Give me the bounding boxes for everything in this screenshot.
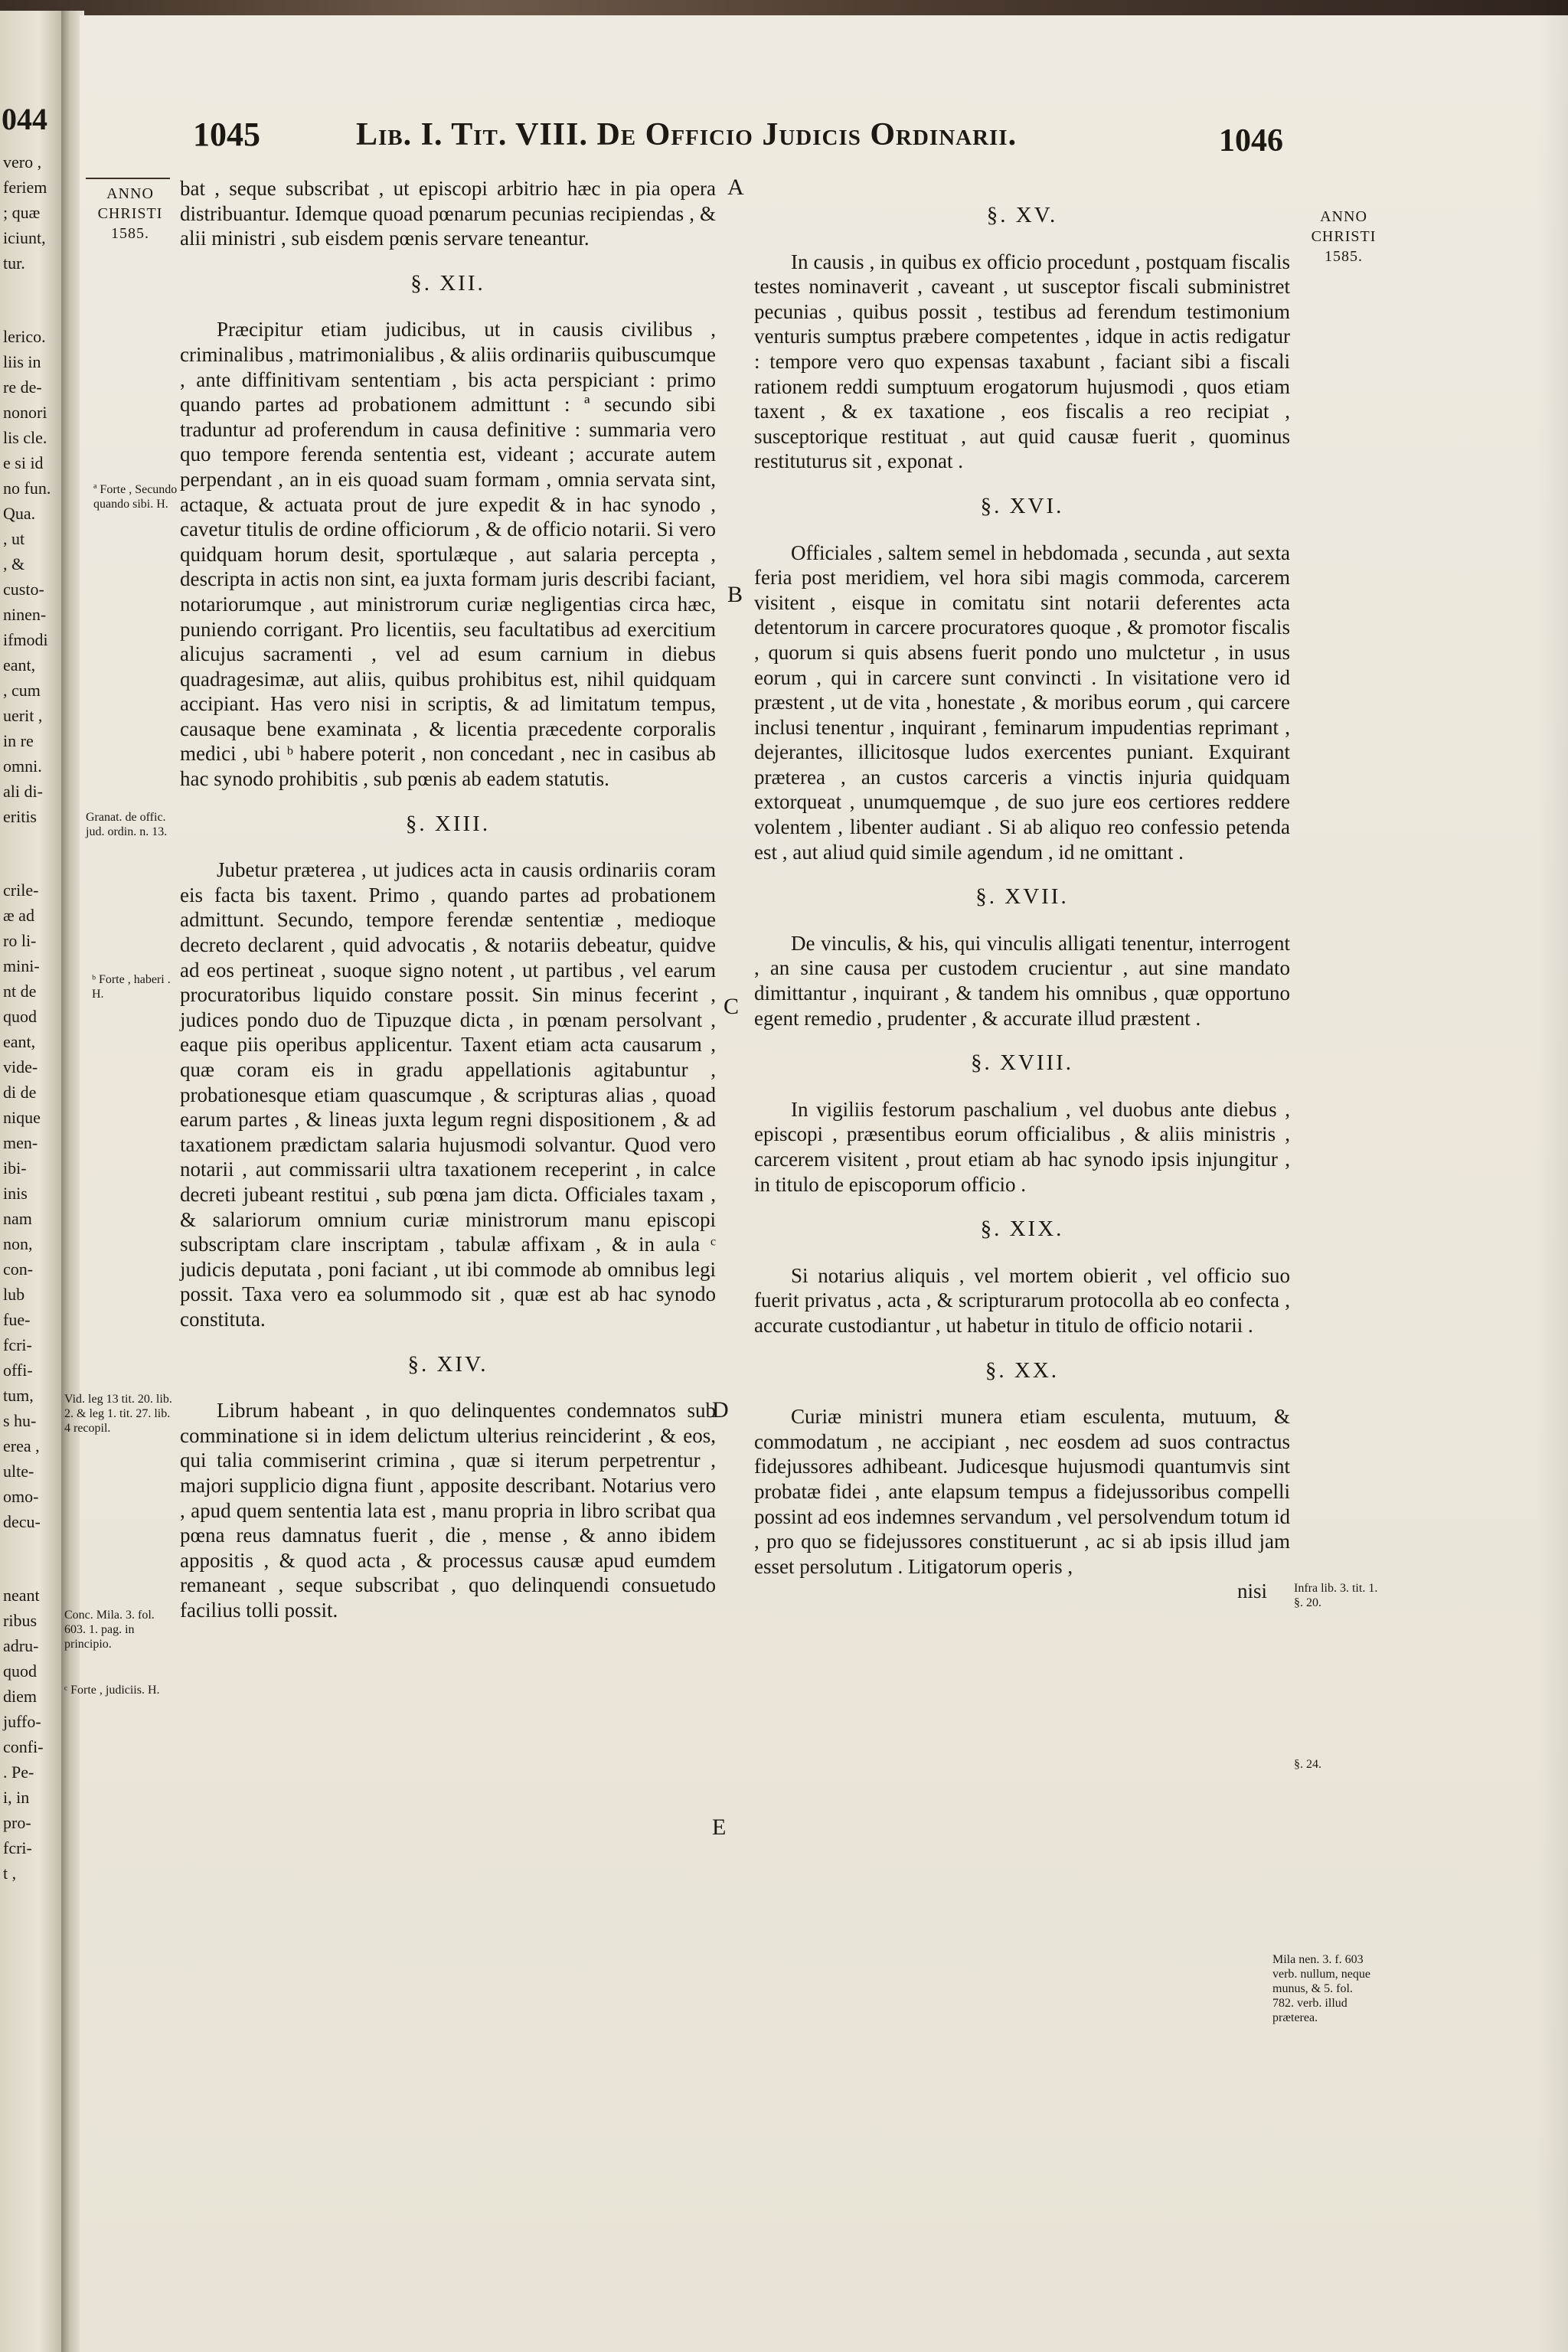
facing-page-fragment: t ,: [3, 1864, 17, 1883]
section-letter-c: C: [724, 994, 740, 1019]
section-paragraph: Officiales , saltem semel in hebdomada , secunda , aut sexta feria post meridiem, vel hora sibi magis commoda, carcerem visitent , eisque in comitatu sint notarii deferentes acta detentorum in carcere procuratores quoque , & promotor fiscalis , quorum si quis absens fuerit pondo uno mulctetur , in usus eorum , qui in carcere sunt convincti . In visitatione vero id præstent , ut de vita , honestate , & moribus eorum , qui carcere inclusi tenentur , inquirant , feminarum impudentias reprimant , dejerantes, illicitosque ludos exercentes puniant. Exquirant præterea , an custos carceris a vinctis injuria quidquam extorqueat , unumquemque , de suo jure eos certiores reddere volentem , libenter audiant . Si ab aliquo reo confessio petenda est , aut aliud quid simile agendum , id ne omittant .: [754, 541, 1290, 864]
facing-page-fragment: liis in: [3, 352, 41, 371]
facing-page-fragment: fue-: [3, 1310, 31, 1329]
margin-note-b: ᵇ Forte , haberi . H.: [92, 973, 171, 1001]
facing-page-number: 044: [2, 102, 47, 136]
section-heading: §. XII.: [410, 270, 485, 296]
facing-page-fragment: no fun.: [3, 479, 51, 498]
christi-label: CHRISTI: [97, 205, 163, 222]
facing-page-fragment: tur.: [3, 253, 25, 273]
section-paragraph: Præcipitur etiam judicibus, ut in causis civilibus , criminalibus , matrimonialibus , & aliis ordinariis quibuscumque , ante diffinitivam sententiam , bis acta perspiciant : primo quando partes ad probationem admittunt : ª secundo sibi traduntur ad proferendum in causa definitive : summaria vero quo tempore ferenda sententia est, videant ; accurate autem perpendant , an in eis quoad suam formam , omnia servata sint, actaque, & actuata prout de jure expedit & in hac synodo , cavetur titulis de ordine officiorum , & de officio notarii. Si vero quidquam horum desit, sportulæque , aut salaria percepta , descripta in actis non sint, ea juxta formam juris describi faciant, notariorumque , aut ministrorum curiæ negligentias circa hæc, puniendo corrigant. Pro licentiis, seu facultatibus ad exercitium alicujus sacramenti , vel ad esum carnium in diebus quadragesimæ, aut aliis, quibus prohibitus est, nihil quidquam accipiant. Has vero nisi in scriptis, & ad limitatum tempus, causaque bene examinata , & licentia præcedente corporalis medici , ubi ᵇ habere poterit , non concedant , nec in casibus ab hac synodo prohibitis , sub pœnis ab eadem statutis.: [180, 318, 716, 791]
facing-page-fragment: ; quæ: [3, 203, 41, 222]
anno-rule-left: [86, 178, 170, 179]
section-heading: §. XVII.: [975, 884, 1069, 910]
facing-page-fragment: quod: [3, 1661, 37, 1681]
section-heading: §. XIX.: [980, 1217, 1064, 1242]
margin-note-a: ª Forte , Secundo quando sibi. H.: [93, 483, 178, 511]
anno-christi-right: [1294, 207, 1393, 266]
facing-page-fragment: confi-: [3, 1737, 44, 1756]
section-paragraph: In causis , in quibus ex officio procedunt , postquam fiscalis testes nominaverit , caveant , ut susceptor fiscali subministret pecunias , quibus possit , testibus ad ferendum testimonium venturis sumptus præbere competentes , idque in actis redigatur : tempore vero quo expensas taxabunt , faciant sibi a fiscali rationem reddi sumptuum erogatorum hujusmodi , quos etiam taxent , & ex taxatione , eos fiscalis a reo recipiat , susceptorique restituat , aut quid causæ fuerit , quominus restituturus sit , exponat .: [754, 250, 1290, 473]
facing-page-fragment: ali di-: [3, 782, 43, 801]
facing-page-fragment: eritis: [3, 807, 37, 826]
facing-page-fragment: vide-: [3, 1057, 38, 1076]
facing-page-fragment: eant,: [3, 655, 36, 675]
facing-page-fragment: tum,: [3, 1386, 34, 1405]
year-label: 1585.: [1325, 248, 1363, 265]
facing-page-fragment: pro-: [3, 1813, 31, 1832]
facing-page-fragment: decu-: [3, 1512, 41, 1531]
margin-note-granat: Granat. de offic. jud. ordin. n. 13.: [86, 811, 168, 838]
running-head: Lib. I. Tit. VIII. De Officio Judicis Ordinarii.: [356, 117, 1018, 152]
section-heading: §. XIII.: [405, 811, 491, 836]
section-letter-d: D: [712, 1397, 729, 1423]
facing-page-fragment: æ ad: [3, 906, 34, 925]
intro-paragraph: bat , seque subscribat , ut episcopi arbitrio hæc in pia opera distribuantur. Idemque quoad pœnarum pecunias recipiendas , & alii ministri , sub eisdem pœnis servare teneantur.: [180, 177, 716, 250]
section-paragraph: Librum habeant , in quo delinquentes condemnatos sub comminatione si in idem delictum ulterius reinciderint , & eos, qui talia commiserint crimina , quæ si iterum perpetrentur , majori supplicio digna fiunt , apposite describant. Notarius vero , apud quem sententia lata est , manu propria in libro scribat qua pœna reus damnatus fuerit , die , mense , & anno ibidem appositis , & quod acta , & processus causæ apud eumdem remaneant , seque subscribat , quo delinquendi consuetudo facilius tolli possit.: [180, 1399, 716, 1622]
page-number-left: 1045: [193, 116, 260, 153]
facing-page-fragment: omo-: [3, 1487, 39, 1506]
margin-note-infra: Infra lib. 3. tit. 1. §. 20.: [1294, 1582, 1378, 1609]
section-paragraph: De vinculis, & his, qui vinculis alligati tenentur, interrogent , an sine causa per custodem crucientur , aut sine mandato dimittantur , inquirant , & tandem his omnibus , quæ opportuno egent remedio , prudenter , & accurate illud præstent .: [754, 931, 1290, 1030]
facing-page-fragment: uerit ,: [3, 706, 43, 725]
facing-page-fragment: omni.: [3, 756, 42, 776]
facing-page-fragment: crile-: [3, 880, 39, 900]
facing-page-fragment: lis cle.: [3, 428, 47, 447]
facing-page: [0, 11, 64, 2352]
facing-page-fragment: . Pe-: [3, 1762, 34, 1782]
section-heading: §. XV.: [986, 203, 1058, 227]
facing-page-fragment: s hu-: [3, 1411, 37, 1430]
facing-page-fragment: fcri-: [3, 1335, 32, 1354]
facing-page-fragment: nam: [3, 1209, 32, 1228]
facing-page-fragment: adru-: [3, 1636, 39, 1655]
page-number-right: 1046: [1219, 123, 1283, 158]
margin-note-conc: Conc. Mila. 3. fol. 603. 1. pag. in principio.: [64, 1609, 155, 1651]
facing-page-fragment: iciunt,: [3, 228, 46, 247]
facing-page-fragment: ifmodi: [3, 630, 48, 649]
facing-page-fragment: inis: [3, 1184, 28, 1203]
facing-page-fragment: ribus: [3, 1611, 37, 1630]
facing-page-fragment: , ut: [3, 529, 25, 548]
facing-page-fragment: feriem: [3, 178, 47, 197]
section-heading: §. XVI.: [980, 493, 1064, 518]
facing-page-fragment: i, in: [3, 1788, 30, 1807]
facing-page-fragment: quod: [3, 1007, 37, 1026]
facing-page-fragment: nonori: [3, 403, 47, 422]
facing-page-fragment: ibi-: [3, 1158, 27, 1178]
anno-label: ANNO: [1320, 208, 1367, 225]
section-letter-b: B: [727, 582, 743, 607]
right-text-column: [754, 195, 1290, 1604]
facing-page-fragment: custo-: [3, 580, 44, 599]
facing-page-fragment: ulte-: [3, 1462, 34, 1481]
facing-page-fragment: , cum: [3, 681, 41, 700]
facing-page-fragment: e si id: [3, 453, 44, 472]
page-shadow: [1537, 0, 1568, 2352]
section-heading: §. XVIII.: [970, 1050, 1074, 1076]
margin-note-milan: Mila nen. 3. f. 603 verb. nullum, neque munus, & 5. fol. 782. verb. illud præterea.: [1272, 1953, 1370, 2024]
facing-page-fragment: con-: [3, 1259, 34, 1279]
facing-page-fragment: mini-: [3, 956, 40, 975]
facing-page-fragment: vero ,: [3, 152, 42, 172]
anno-christi-left: [84, 184, 176, 243]
facing-page-fragment: ro li-: [3, 931, 37, 950]
margin-note-vid-leg: Vid. leg 13 tit. 20. lib. 2. & leg 1. tit. 27. lib. 4 recopil.: [64, 1393, 172, 1435]
section-paragraph: Si notarius aliquis , vel mortem obierit , vel officio suo fuerit privatus , acta , & scripturarum protocolla ab eo confecta , accurate custodiantur , ut habetur in titulo de officio notarii .: [754, 1263, 1290, 1337]
section-letter-e: E: [712, 1815, 727, 1840]
facing-page-fragment: , &: [3, 554, 25, 573]
catchword: nisi: [1236, 1579, 1267, 1603]
facing-page-fragment: erea ,: [3, 1436, 40, 1455]
facing-page-fragment: lerico.: [3, 327, 46, 346]
facing-page-fragment: nt de: [3, 982, 37, 1001]
facing-page-fragment: offi-: [3, 1361, 33, 1380]
left-text-column: [180, 176, 716, 1622]
section-heading: §. XIV.: [407, 1351, 488, 1377]
year-label: 1585.: [111, 225, 149, 242]
facing-page-fragment: di de: [3, 1083, 37, 1102]
facing-page-fragment: ninen-: [3, 605, 47, 624]
facing-page-fragment: eant,: [3, 1032, 36, 1051]
facing-page-fragment: lub: [3, 1285, 25, 1304]
facing-page-fragment: juffo-: [3, 1712, 41, 1731]
section-paragraph: In vigiliis festorum paschalium , vel duobus ante diebus , episcopi , præsentibus eorum officialibus , & aliis ministris , carcerem visitent , prout etiam ab hac synodo ipsis injungitur , in titulo de episcoporum officio .: [754, 1097, 1290, 1196]
facing-page-fragment: non,: [3, 1234, 33, 1253]
margin-note-s24: §. 24.: [1294, 1758, 1321, 1771]
facing-page-fragment: men-: [3, 1133, 38, 1152]
facing-page-fragment: neant: [3, 1586, 40, 1605]
facing-page-fragment: re de-: [3, 377, 42, 397]
facing-page-fragment: in re: [3, 731, 34, 750]
section-letter-a: A: [727, 175, 744, 200]
section-paragraph: Jubetur præterea , ut judices acta in causis ordinariis coram eis facta bis taxent. Primo , quando partes ad probationem admittunt. Secundo, tempore ferendæ sententiæ , medioque decreto declarent , quid advocatis , & notariis debeatur, quidve ad eos pertineat , suoque signo notent , ut partibus , vel earum procuratoribus liquido constare possit. Sin minus fecerint , judices pondo duo de Tipuzque dicta , in pœnam persolvant , eaque piis operibus applicentur. Taxent etiam acta causarum , quæ coram eis in gradu appellationis agitabuntur , probationesque etiam quascumque , & scripturas alias , quoad earum partes , & lineas juxta legum regni dispositionem , & ad taxationem prædictam salaria hujusmodi solvantur. Quod vero notarii , aut commissarii ultra taxationem receperint , in calce decreti jubeant restitui , sub pœna jam dicta. Officiales taxam , & salariorum omnium curiæ ministrorum manu episcopi subscriptam clare inscriptam , tabulæ affixam , & in aula ᶜ judicis deputata , poni faciant , ut ibi commode ab omnibus legi possit. Taxa vero ea solummodo sit , quæ est ab hac synodo constituta.: [180, 858, 716, 1331]
facing-page-fragment: Qua.: [3, 504, 36, 523]
facing-page-fragment: diem: [3, 1687, 37, 1706]
facing-page-fragment: nique: [3, 1108, 41, 1127]
section-heading: §. XX.: [985, 1357, 1060, 1383]
section-paragraph: Curiæ ministri munera etiam esculenta, mutuum, & commodatum , ne accipiant , nec eosdem ad suos contractus fidejussores adhibeant. Judicesque hujusmodi quantumvis sint probatæ fidei , ante elapsum tempus a fidejussoribus compelli possint ad eos indemnes servandum , vel persolvendum totum id , pro quo se fidejussores constituerunt , ac si ab ipsis illud jam esset persolutum . Litigatorum operis ,: [754, 1405, 1290, 1578]
facing-page-fragment: fcri-: [3, 1838, 32, 1857]
anno-label: ANNO: [106, 185, 154, 202]
christi-label: CHRISTI: [1311, 228, 1377, 245]
margin-note-c: ᶜ Forte , judiciis. H.: [64, 1684, 160, 1697]
